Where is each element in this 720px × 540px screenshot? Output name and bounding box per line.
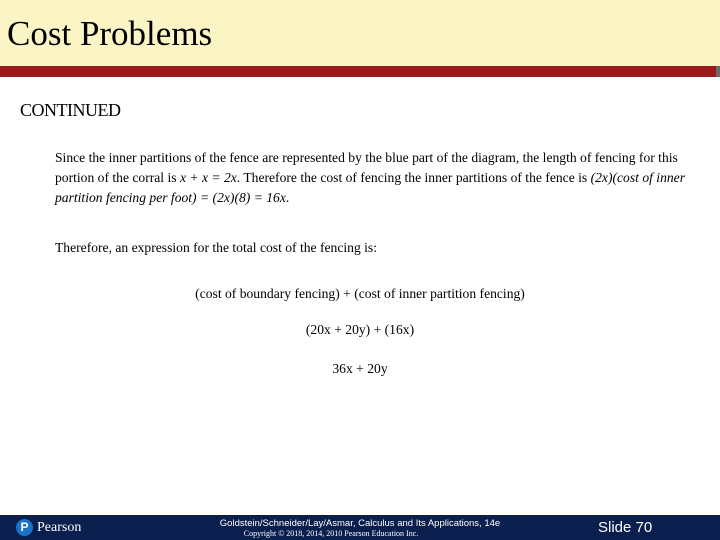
pearson-logo-text: Pearson <box>37 519 82 535</box>
pearson-logo-icon: P <box>16 519 33 536</box>
equation-line-1: (cost of boundary fencing) + (cost of inner partition fencing) <box>195 286 525 301</box>
paragraph-text: Since the inner partitions of the fence are represented by the blue part of the diagram, the length of fencing for this portion of the corral is <box>55 150 678 185</box>
book-citation: Goldstein/Schneider/Lay/Asmar, Calculus and Its Applications, 14e <box>219 518 501 529</box>
slide-title: Cost Problems <box>7 14 213 53</box>
pearson-logo <box>16 518 81 537</box>
accent-bar <box>0 66 720 77</box>
equation-line-3: 36x + 20y <box>332 361 388 376</box>
title-band <box>0 0 720 66</box>
inline-expression: x + x = 2x <box>179 170 237 185</box>
summary-paragraph: Therefore, an expression for the total cost of the fencing is: <box>55 240 377 255</box>
paragraph-text: . Therefore the cost of fencing the inner partitions of the fence is <box>236 170 591 185</box>
explanation-paragraph <box>55 148 695 208</box>
footer-bar <box>0 515 720 540</box>
inline-expression: (2x)(cost of inner partition fencing per foot) = (2x)(8) = 16x <box>55 170 685 205</box>
section-heading: CONTINUED <box>20 100 121 120</box>
copyright-notice: Copyright © 2018, 2014, 2010 Pearson Education Inc. <box>243 529 419 538</box>
accent-bar-cap <box>716 66 720 77</box>
slide-number: Slide 70 <box>598 519 653 536</box>
paragraph-text: . <box>285 190 290 205</box>
equation-line-2: (20x + 20y) + (16x) <box>305 322 415 337</box>
